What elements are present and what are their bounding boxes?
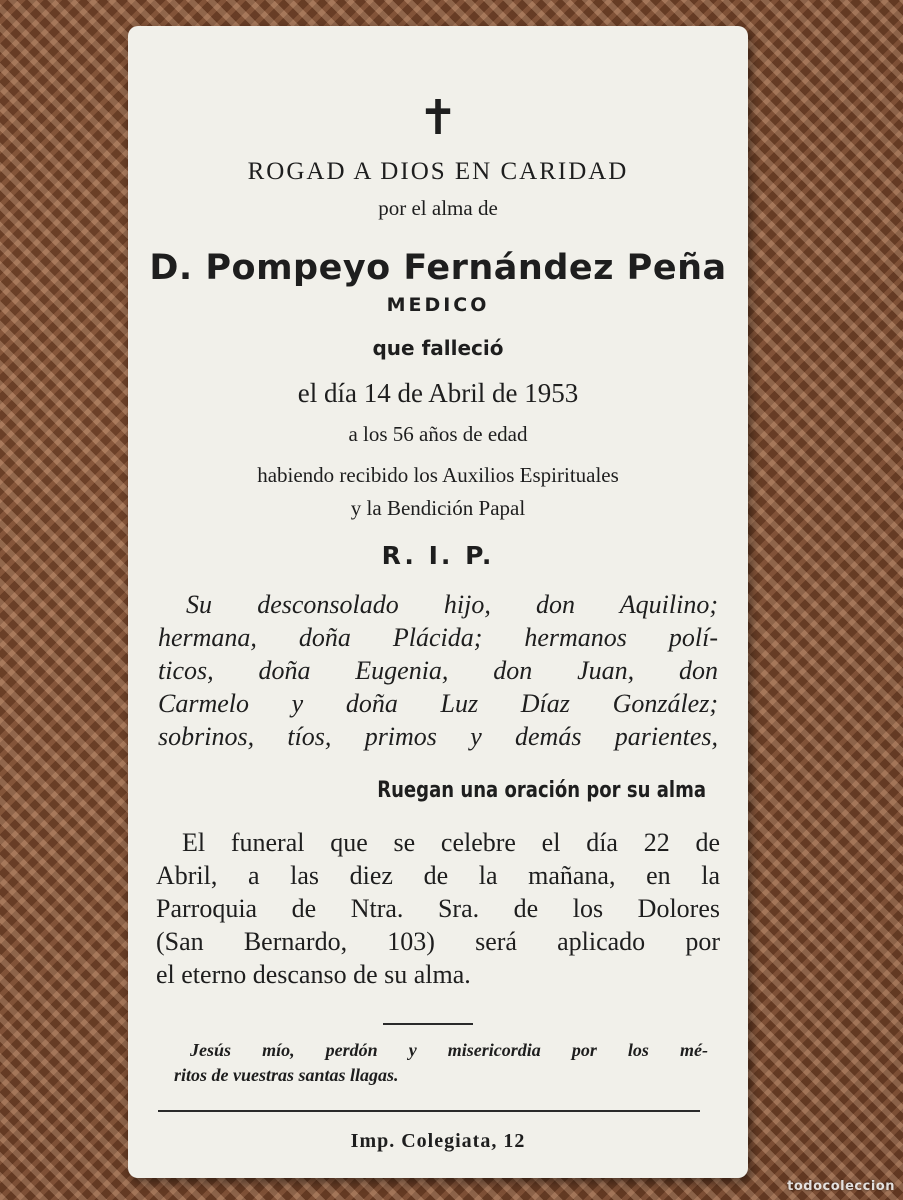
prayer-line: Jesús mío, perdón y misericordia por los mé- [190, 1040, 708, 1060]
funeral-line: Abril, a las diez de la mañana, en la [156, 861, 720, 890]
watermark-logo: todocoleccion [787, 1179, 895, 1194]
prayer-request: Ruegan una oración por su alma [377, 778, 706, 803]
funeral-line: (San Bernardo, 103) será aplicado por [156, 927, 720, 956]
funeral-line: El funeral que se celebre el día 22 de [182, 828, 720, 857]
sub-header-text: por el alma de [378, 196, 498, 220]
family-line: Su desconsolado hijo, don Aquilino; [186, 590, 718, 619]
family-paragraph [158, 588, 718, 753]
header-text: ROGAD A DIOS EN CARIDAD [247, 158, 629, 185]
funeral-paragraph [156, 826, 720, 991]
family-line: hermana, doña Plácida; hermanos polí- [158, 623, 718, 652]
family-line: ticos, doña Eugenia, don Juan, don [158, 656, 718, 685]
died-label: que falleció [372, 336, 504, 360]
profession-text: MEDICO [386, 294, 490, 316]
deceased-name: D. Pompeyo Fernández Peña [149, 248, 727, 288]
family-line: Carmelo y doña Luz Díaz González; [158, 689, 718, 718]
printer-credit: Imp. Colegiata, 12 [350, 1130, 526, 1152]
prayer-line: ritos de vuestras santas llagas. [174, 1065, 399, 1085]
sacraments-line-1: habiendo recibido los Auxilios Espirituales [257, 463, 619, 487]
short-divider [383, 1023, 473, 1025]
death-date: el día 14 de Abril de 1953 [297, 378, 579, 408]
age-text: a los 56 años de edad [348, 422, 528, 446]
funeral-line: el eterno descanso de su alma. [156, 960, 471, 989]
long-divider [158, 1110, 700, 1112]
memorial-card [128, 26, 748, 1178]
cross-icon: ✝ [417, 90, 459, 146]
closing-prayer [168, 1038, 708, 1088]
funeral-line: Parroquia de Ntra. Sra. de los Dolores [156, 894, 720, 923]
rip-text: R. I. P. [381, 541, 495, 570]
sacraments-line-2: y la Bendición Papal [350, 496, 526, 520]
family-line: sobrinos, tíos, primos y demás parientes, [158, 722, 718, 751]
